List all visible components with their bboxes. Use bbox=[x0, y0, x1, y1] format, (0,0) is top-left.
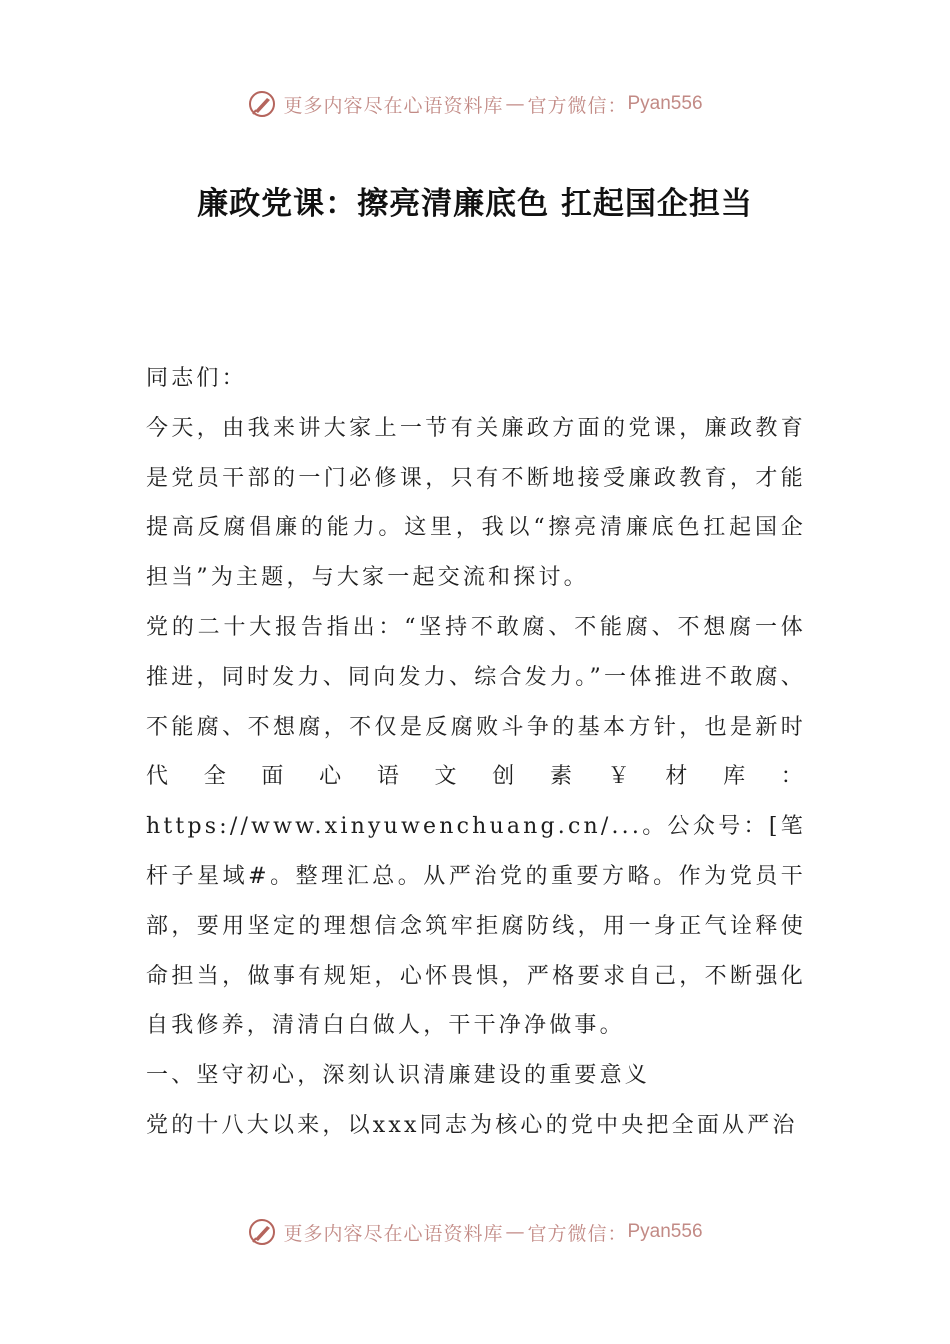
paragraph-section-1: 党的十八大以来，以xxx同志为核心的党中央把全面从严治 bbox=[146, 1112, 798, 1138]
watermark-dash: — bbox=[505, 1221, 526, 1243]
quill-logo-icon bbox=[247, 89, 277, 119]
watermark-site: 更多内容尽在心语资料库 bbox=[283, 94, 504, 117]
paragraph-report: 党的二十大报告指出：“坚持不敢腐、不能腐、不想腐一体推进，同时发力、同向发力、综合发力。”一体推进不敢腐、不能腐、不想腐，不仅是反腐败斗争的基本方针，也是新时代全面心语文创素￥材库：https://www.xinyuwenchuang.cn/...。公众号：[笔杆子星域#。整理汇总。从严治党的重要方略。作为党员干部，要用坚定的理想信念筑牢拒腐防线，用一身正气诠释使命担当，做事有规矩，心怀畏惧，严格要求自己，不断强化自我修养，清清白白做人，干干净净做事。 bbox=[146, 614, 806, 1039]
watermark-dash: — bbox=[505, 93, 526, 115]
watermark-label: 官方微信： bbox=[527, 94, 628, 117]
watermark-label: 官方微信： bbox=[527, 1222, 628, 1245]
quill-logo-icon bbox=[247, 1217, 277, 1247]
watermark-wechat-id: Pyan556 bbox=[627, 93, 703, 114]
paragraph-greeting: 同志们： bbox=[146, 366, 247, 391]
document-body bbox=[146, 354, 806, 1151]
header-watermark bbox=[0, 84, 950, 124]
watermark-site: 更多内容尽在心语资料库 bbox=[283, 1222, 504, 1245]
document-title: 廉政党课：擦亮清廉底色 扛起国企担当 bbox=[197, 186, 753, 222]
paragraph-intro: 今天，由我来讲大家上一节有关廉政方面的党课，廉政教育是党员干部的一门必修课，只有不断地接受廉政教育，才能提高反腐倡廉的能力。这里，我以“擦亮清廉底色扛起国企担当”为主题，与大家一起交流和探讨。 bbox=[146, 415, 806, 591]
footer-watermark bbox=[0, 1212, 950, 1252]
watermark-wechat-id: Pyan556 bbox=[627, 1221, 703, 1242]
section-heading-1: 一、坚守初心，深刻认识清廉建设的重要意义 bbox=[146, 1063, 651, 1089]
